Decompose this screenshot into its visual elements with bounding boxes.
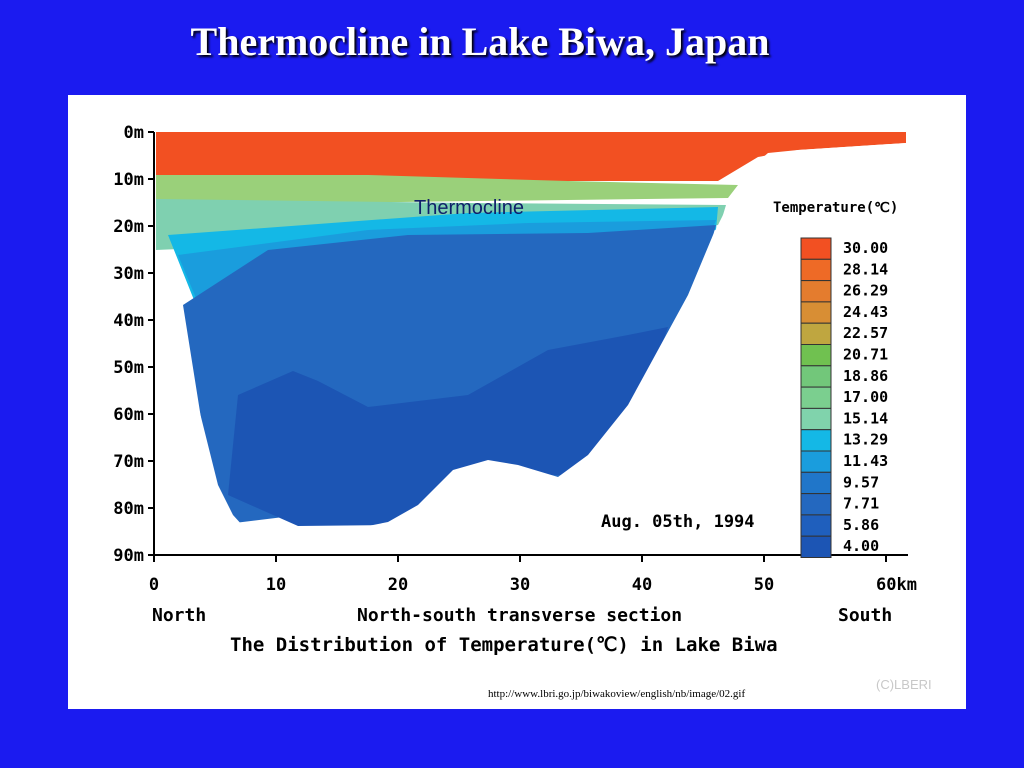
slide-title: Thermocline in Lake Biwa, Japan [190, 19, 770, 64]
legend-swatch [801, 281, 831, 302]
chart-panel [68, 95, 966, 709]
legend-value-label: 5.86 [843, 515, 880, 534]
legend-swatch [801, 323, 831, 344]
legend-value-label: 26.29 [843, 281, 889, 300]
x-ticks [149, 555, 917, 595]
date-label: Aug. 05th, 1994 [601, 512, 755, 532]
source-url: http://www.lbri.go.jp/biwakoview/english/nb/image/02.gif [488, 688, 746, 700]
y-ticks [113, 123, 154, 566]
legend-value-label: 24.43 [843, 302, 889, 321]
x-tick-label: 20 [387, 575, 409, 595]
legend-value-label: 7.71 [843, 494, 880, 513]
legend-title: Temperature(℃) [773, 200, 899, 216]
x-tick-label: 40 [631, 575, 653, 595]
x-tick-label: 10 [265, 575, 287, 595]
legend-swatch [801, 494, 831, 515]
legend-swatch [801, 536, 831, 557]
y-tick-label: 30m [113, 264, 144, 284]
y-tick-label: 80m [113, 499, 144, 519]
y-tick-label: 50m [113, 358, 144, 378]
y-tick-label: 10m [113, 170, 144, 190]
legend-value-label: 4.00 [843, 537, 880, 556]
y-tick-label: 0m [123, 123, 144, 143]
y-tick-label: 70m [113, 452, 144, 472]
legend-value-label: 13.29 [843, 430, 889, 449]
legend-swatch [801, 238, 831, 259]
y-tick-label: 90m [113, 546, 144, 566]
legend-value-label: 18.86 [843, 366, 889, 385]
x-tick-label: 30 [509, 575, 531, 595]
legend-swatch [801, 387, 831, 408]
chart-title: The Distribution of Temperature(℃) in Lake Biwa [230, 634, 778, 656]
legend-swatch [801, 345, 831, 366]
legend-swatch [801, 451, 831, 472]
legend-value-label: 28.14 [843, 260, 889, 279]
copyright-watermark: (C)LBERI [876, 677, 932, 692]
legend-value-label: 22.57 [843, 324, 889, 343]
y-tick-label: 20m [113, 217, 144, 237]
thermocline-annotation: Thermocline [414, 197, 525, 219]
legend-swatch [801, 430, 831, 451]
legend-swatches [801, 238, 888, 558]
x-end-label-south: South [838, 605, 893, 626]
legend-value-label: 9.57 [843, 473, 880, 492]
y-tick-label: 40m [113, 311, 144, 331]
legend-swatch [801, 408, 831, 429]
x-end-label-north: North [152, 605, 207, 626]
legend-value-label: 17.00 [843, 388, 889, 407]
x-tick-label: 0 [148, 575, 160, 595]
legend-value-label: 11.43 [843, 452, 889, 470]
x-tick-label: 50 [753, 575, 775, 595]
legend-swatch [801, 366, 831, 387]
legend-swatch [801, 472, 831, 493]
x-tick-label: 60km [876, 575, 917, 595]
legend-value-label: 20.71 [843, 345, 889, 364]
temperature-section-chart [68, 95, 966, 709]
x-axis-label: North-south transverse section [357, 605, 683, 626]
y-tick-label: 60m [113, 405, 144, 425]
legend-swatch [801, 259, 831, 280]
legend-value-label: 30.00 [843, 239, 889, 257]
legend-value-label: 15.14 [843, 409, 889, 428]
legend-swatch [801, 515, 831, 536]
legend-swatch [801, 302, 831, 323]
